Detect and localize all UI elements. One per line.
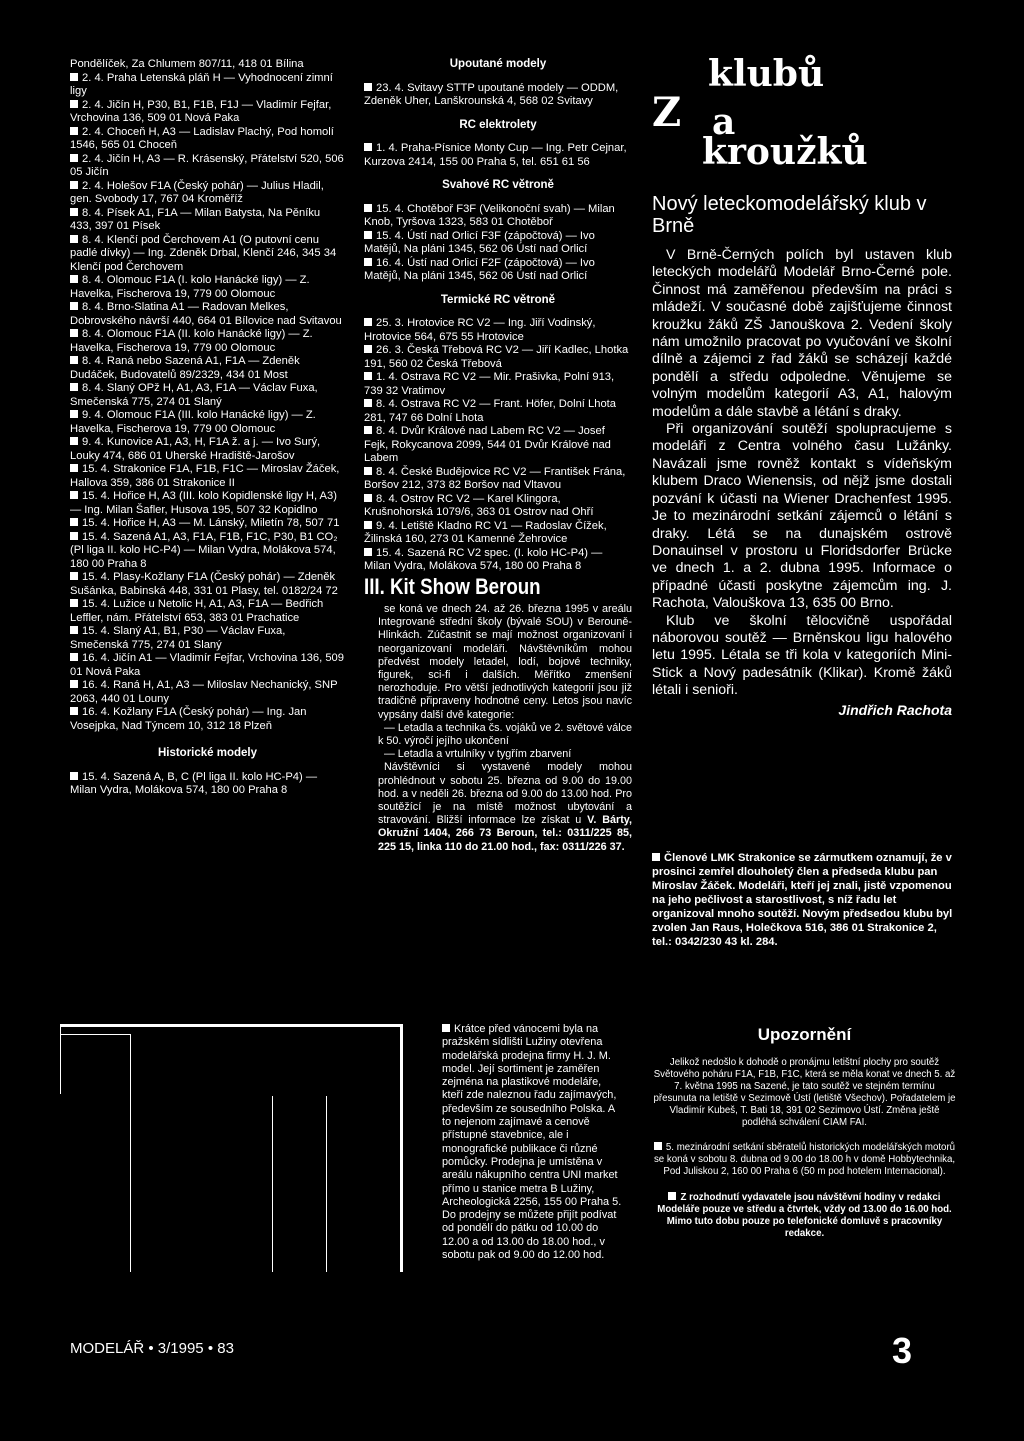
bullet-square-icon [70,518,78,526]
event-entry [364,425,632,466]
kit-show-contact: V. Bárty, Okružní 1404, 266 73 Beroun, tel.: 0311/225 85, 225 15, linka 110 do 21.00 hod., fax: 0311/226 37. [378,814,633,853]
bullet-square-icon [70,532,78,540]
bullet-square-icon [70,653,78,661]
bullet-square-icon [70,208,78,216]
bullet-square-icon [70,772,78,780]
event-entry-text: 16. 4. Kožlany F1A (Český pohár) — Ing. Jan Vosejpka, Nad Týncem 10, 312 18 Plzeň [70,706,307,732]
event-entry-text: 15. 4. Sazená A1, A3, F1A, F1B, F1C, P30, B1 CO₂ (Pl liga II. kolo HC-P4) — Milan Vydra, Molákova 574, 180 00 Praha 8 [70,530,338,570]
bullet-square-icon [70,410,78,418]
event-entry [70,207,345,234]
event-entry [70,625,345,652]
bullet-square-icon [364,204,372,212]
event-entry-text: 8. 4. Raná nebo Sazená A1, F1A — Zdeněk Dudáček, Budovatelů 89/2329, 434 01 Most [70,355,300,381]
event-entry-text: 9. 4. Kunovice A1, A3, H, F1A ž. a j. — Ivo Surý, Louky 474, 686 01 Uherské Hradiště-Jarošov [70,436,321,462]
event-entry-text: 9. 4. Olomouc F1A (III. kolo Hanácké ligy) — Z. Havelka, Fischerova 19, 779 00 Olomouc [70,409,316,435]
event-entry [70,531,345,572]
event-entry [70,180,345,207]
kit-show-paragraph [378,761,632,853]
frame-line [326,1096,327,1272]
bullet-square-icon [70,491,78,499]
event-entry-text: 15. 4. Hořice H, A3 (III. kolo Kopidlenské ligy H, A3) — Ing. Milan Šafler, Husova 195, 507 32 Kopidlno [70,490,337,516]
heading-word-krouzku: kroužků [702,131,868,173]
bullet-square-icon [364,494,372,502]
event-entry-text: 16. 4. Ústí nad Orlicí F2F (zápočtová) — Ivo Matějů, Na pláni 1345, 562 06 Ústí nad Orlicí [364,256,595,282]
heading-word-a: a [712,101,736,143]
bullet-square-icon [70,302,78,310]
event-entry-text: 1. 4. Praha-Písnice Monty Cup — Ing. Petr Cejnar, Kurzova 2414, 155 00 Praha 5, tel. 651 61 56 [364,142,627,168]
bullet-square-icon [70,599,78,607]
club-paragraph: Klub ve školní tělocvičně uspořádal náborovou soutěž — Brněnskou ligu halového letu 1995. Létala se tři kola v kategoriích Mini-Stick a Nový padesátník (Klikar). Kromě žáků létali i senioři. [652,612,952,699]
bullet-square-icon [70,235,78,243]
event-entry [364,547,632,574]
event-entry-text: 15. 4. Chotěboř F3F (Velikonoční svah) — Milan Knob, Tyršova 1323, 583 01 Chotěboř [364,202,615,228]
event-entry-text: 15. 4. Sazená RC V2 spec. (I. kolo HC-P4) — Milan Vydra, Molákova 574, 180 00 Praha 8 [364,546,603,572]
event-entry-text: 2. 4. Choceň H, A3 — Ladislav Plachý, Pod homolí 1546, 565 01 Choceň [70,125,334,151]
event-entry-text: 15. 4. Sazená A, B, C (Pl liga II. kolo HC-P4) — Milan Vydra, Molákova 574, 180 00 Praha 8 [70,770,318,796]
notice-paragraph [652,1192,957,1240]
event-entry [70,679,345,706]
bullet-square-icon [364,399,372,407]
event-entry [364,142,632,169]
bullet-square-icon [70,383,78,391]
event-entry-text: 2. 4. Jičín H, P30, B1, F1B, F1J — Vladimír Fejfar, Vrchovina 136, 509 01 Nová Paka [70,98,332,124]
heading-word-klubu: klubů [708,53,825,95]
notice-paragraph [652,1142,957,1178]
bullet-square-icon [70,437,78,445]
event-entry-text: 15. 4. Strakonice F1A, F1B, F1C — Miroslav Žáček, Hallova 359, 386 01 Strakonice II [70,463,340,489]
shop-notice-text: Krátce před vánocemi byla na pražském sídlišti Lužiny otevřena modelářská prodejna firmy H. J. M. model. Její sortiment je zaměřen zejména na plastikové modeláře, kteří zde naleznou řadu zajímavých, především ze sousedního Polska. A to nejenom zajímavé a cenově přístupné stavebnice, ale i monografické publikace či různé pomůcky. Prodejna je umístěna v areálu nákupního centra UNI market přímo u stanice metra B Lužiny, Archeologická 2256, 155 00 Praha 5. Do prodejny se můžete přijít podívat od pondělí do pátku od 10.00 do 12.00 a od 13.00 do 18.00 hod., v sobotu pak od 9.00 do 12.00 hod. [442,1023,622,1262]
event-entry [364,317,632,344]
bullet-square-icon [654,1142,662,1150]
section-heading [652,53,952,193]
frame-line [272,1096,273,1272]
event-entry-text: 2. 4. Praha Letenská pláň H — Vyhodnocení zimní ligy [70,71,333,97]
event-entry-text: 15. 4. Slaný A1, B1, P30 — Václav Fuxa, Smečenská 775, 274 01 Slaný [70,625,286,651]
bullet-square-icon [70,181,78,189]
bullet-square-icon [364,426,372,434]
bullet-square-icon [668,1192,676,1200]
event-list-tethered [364,82,632,109]
event-entry-text: 8. 4. Dvůr Králové nad Labem RC V2 — Josef Fejk, Rokycanova 2099, 544 01 Dvůr Králové nad Labem [364,425,611,464]
article-signature: Jindřich Rachota [838,701,952,718]
event-entry-text: 26. 3. Česká Třebová RC V2 — Jiří Kadlec, Lhotka 191, 560 02 Česká Třebová [364,344,629,370]
event-entry-text: 8. 4. České Budějovice RC V2 — František Frána, Boršov 212, 373 82 Boršov nad Vltavou [364,465,626,491]
bullet-square-icon [70,680,78,688]
event-entry [70,274,345,301]
club-paragraph: Při organizování soutěží spolupracujeme s modeláři z Centra volného času Lužánky. Navázali jsme rovněž kontakt s vídeňským klubem Draco Wienensis, od nějž jsme dostali pozvání k účasti na Wiener Drachenfest 1995. Je to mezinárodní setkání zájemců o létání s draky. Létá se na dunajském ostrově Donauinsel v prostoru u Floridsdorfer Brücke ve dnech 1. a 2. dubna 1995. Informace o případné účasti poskytne zájemcům ing. J. Rachota, Valouškova 13, 635 00 Brno. [652,421,952,612]
event-entry-text: 15. 4. Ústí nad Orlicí F3F (zápočtová) — Ivo Matějů, Na pláni 1345, 562 06 Ústí nad Orlicí [364,229,595,255]
bullet-square-icon [70,154,78,162]
event-entry-text: Pondělíček, Za Chlumem 807/11, 418 01 Bílina [70,58,304,70]
frame-line [60,1024,400,1027]
section-title-thermal-gliders: Termické RC větroně [440,293,556,306]
event-entry [364,466,632,493]
kit-show-paragraph: se koná ve dnech 24. až 26. března 1995 v areálu Integrované střední školy (bývalé SOU) v Berouně-Hlinkách. Zúčastnit se mají možnost organizovaní i neorganizovaní modeláři. Návštěvníkům mohou předvést modely letadel, lodí, bojové techniky, figurek, sci-fi i dalších. Měřítko zmenšení nerozhoduje. Pro větší jednotlivých kategorií jsou již tradičně připraveny hodnotné ceny. Letos jsou navíc vypsány další dvě kategorie: [378,603,632,721]
section-title-tethered: Upoutané modely [449,58,547,70]
event-entry [364,398,632,425]
page-footer: MODELÁŘ • 3/1995 • 83 [70,1340,234,1357]
event-entry [70,99,345,126]
bullet-square-icon [364,83,372,91]
bullet-square-icon [70,100,78,108]
event-entry [70,355,345,382]
bullet-square-icon [70,572,78,580]
event-list-slope-gliders [364,203,632,284]
bullet-square-icon [70,356,78,364]
notice-text: Z rozhodnutí vydavatele jsou návštěvní hodiny v redakci Modeláře pouze ve středu a čtvrtek, vždy od 13.00 do 16.00 hod. Mimo tuto dobu pouze po telefonické domluvě s pracovníky redakce. [657,1192,952,1239]
bullet-square-icon [70,626,78,634]
event-list-historic [70,771,345,798]
section-title-slope-gliders: Svahové RC větroně [442,179,554,191]
event-entry-text: 9. 4. Letiště Kladno RC V1 — Radoslav Čížek, Žilinská 160, 273 01 Kamenné Žehrovice [364,519,607,545]
bullet-square-icon [70,707,78,715]
club-article-title: Nový leteckomodelářský klub v Brně [652,193,927,237]
event-entry-text: 15. 4. Plasy-Kožlany F1A (Český pohár) — Zdeněk Sušánka, Babinská 448, 331 01 Plasy, tel. 0182/24 72 [70,571,338,597]
bullet-square-icon [364,548,372,556]
frame-line [130,1034,131,1272]
event-entry [364,520,632,547]
decorative-frame [60,1022,405,1272]
event-entry [70,72,345,99]
shop-notice [442,1023,622,1262]
bullet-square-icon [70,329,78,337]
bullet-square-icon [364,521,372,529]
event-list-rc-electric [364,142,632,169]
event-entry [70,328,345,355]
event-entry [70,301,345,328]
bullet-square-icon [364,372,372,380]
bullet-square-icon [652,853,660,861]
event-list-thermal-gliders [364,317,632,574]
frame-line [400,1024,403,1272]
page-number: 3 [892,1330,913,1371]
event-entry-text: 8. 4. Klenčí pod Čerchovem A1 (O putovní cenu padlé dívky) — Ing. Zdeněk Drbal, Klenčí 246, 345 34 Klenčí pod Čerchovem [70,233,337,273]
event-entry [364,493,632,520]
event-entry [70,234,345,275]
event-entry-text: 15. 4. Lužice u Netolic H, A1, A3, F1A — Bedřich Leffler, nám. Přátelství 653, 383 01 Prachatice [70,598,324,624]
event-entry-text: 8. 4. Slaný OPž H, A1, A3, F1A — Václav Fuxa, Smečenská 775, 274 01 Slaný [70,382,318,408]
club-article [652,247,952,719]
section-title-rc-electric: RC elektrolety [459,118,537,131]
club-paragraph: V Brně-Černých polích byl ustaven klub leteckých modelářů Modelář Brno-Černé pole. Činnost má zaměřenou především na práci s mládeží. V současné době zajišťujeme činnost kroužku žáků ZŠ Janouškova 2. Vedení školy nám umožnilo pracovat po vyučování ve školní dílně a zájemci z řad žáků se scházejí každé pondělí a středu odpoledne. Věnujeme se volným modelům kategorií A3, A1, halovým modelům a dále stavbě a létání s draky. [652,247,952,420]
event-entry [364,344,632,371]
kit-show-title: III. Kit Show Beroun [364,573,541,599]
event-entry-text: 8. 4. Písek A1, F1A — Milan Batysta, Na Pěníku 433, 397 01 Písek [70,206,321,232]
event-entry-text: 8. 4. Ostrava RC V2 — Frant. Höfer, Dolní Lhota 281, 747 66 Dolní Lhota [364,398,617,424]
event-entry [70,58,345,72]
notice-text: 5. mezinárodní setkání sběratelů historických modelářských motorů se koná v sobotu 8. dubna od 9.00 do 18.00 h v domě Hobbytechnika, Pod Juliskou 2, 160 00 Praha 6 (50 m pod hotelem Internacional). [653,1142,956,1178]
event-entry-text: 8. 4. Olomouc F1A (II. kolo Hanácké ligy) — Z. Havelka, Fischerova 19, 779 00 Olomouc [70,328,313,354]
section-title-historic: Historické modely [157,747,258,759]
event-entry-text: 8. 4. Brno-Slatina A1 — Radovan Melkes, Dobrovského návrší 440, 664 01 Bílovice nad Svitavou [70,301,342,327]
bullet-square-icon [70,127,78,135]
event-entry [70,126,345,153]
event-entry [70,382,345,409]
bullet-square-icon [70,275,78,283]
event-entry [70,706,345,733]
event-entry [70,409,345,436]
event-entry [70,652,345,679]
event-entry-text: 2. 4. Holešov F1A (Český pohár) — Julius Hladil, gen. Svobody 17, 767 04 Kroměříž [70,179,324,205]
event-entry [70,771,345,798]
obituary-notice [652,851,957,949]
kit-show-paragraph: — Letadla a technika čs. vojáků ve 2. světové válce k 50. výročí jejího ukončení [378,721,632,748]
event-list-free-flight [70,58,345,733]
event-entry [70,436,345,463]
event-entry [70,571,345,598]
notice-paragraph: Jelikož nedošlo k dohodě o pronájmu letištní plochy pro soutěž Světového poháru F1A, F1B, F1C, která se měla konat ve dnech 5. až 7. května 1995 na Sazené, je tato soutěž ve stejném termínu přesunuta na letiště v Sezimově Ústí (letiště Všechov). Pořadatelem je Vladimír Kubeš, T. Bati 18, 391 02 Sezimovo Ústí. Změna ještě podléhá schválení CIAM FAI. [653,1057,956,1128]
notice-title: Upozornění [757,1025,852,1044]
event-entry [70,490,345,517]
bullet-square-icon [70,464,78,472]
obituary-text: Členové LMK Strakonice se zármutkem oznamují, že v prosinci zemřel dlouholetý člen a předseda klubu pan Miroslav Žáček. Modeláři, kteří jej znali, jistě vzpomenou na jeho pečlivost a starostlivost, s níž řadu let organizoval mnoho soutěží. Novým předsedou klubu byl zvolen Jan Raus, Holečkova 516, 386 01 Strakonice 2, tel.: 0342/230 43 kl. 284. [652,852,953,948]
bullet-square-icon [364,258,372,266]
bullet-square-icon [442,1024,450,1032]
event-entry [364,371,632,398]
bullet-square-icon [364,345,372,353]
column-right [652,53,952,719]
event-entry-text: 15. 4. Hořice H, A3 — M. Lánský, Miletín 78, 507 71 [82,517,340,529]
event-entry-text: 8. 4. Ostrov RC V2 — Karel Klingora, Krušnohorská 1079/6, 363 01 Ostrov nad Ohří [364,492,594,518]
frame-line [60,1034,130,1035]
event-entry-text: 16. 4. Raná H, A1, A3 — Miloslav Nechanický, SNP 2063, 440 01 Louny [70,679,338,705]
event-entry-text: 8. 4. Olomouc F1A (I. kolo Hanácké ligy) — Z. Havelka, Fischerova 19, 779 00 Olomouc [70,274,310,300]
event-entry [364,230,632,257]
event-entry-text: 1. 4. Ostrava RC V2 — Mir. Prašivka, Polní 913, 739 32 Vratimov [364,371,615,397]
column-middle [364,58,632,854]
column-left [70,58,345,798]
event-entry-text: 16. 4. Jičín A1 — Vladimír Fejfar, Vrchovina 136, 509 01 Nová Paka [70,652,345,678]
kit-show-article [364,603,632,854]
event-entry-text: 23. 4. Svitavy STTP upoutané modely — ODDM, Zdeněk Uher, Lanškrounská 4, 568 02 Svitavy [364,81,619,107]
kit-show-info: Návštěvníci si vystavené modely mohou prohlédnout v sobotu 25. března od 9.00 do 19.00 hod. a v neděli 26. března od 9.00 do 13.00 hod. Pro soutěžící je na místě možnost ubytování a stravování. Bližší informace lze získat u [378,761,632,827]
notice-section [652,1025,957,1240]
event-entry [70,463,345,490]
event-entry [70,517,345,531]
event-entry [364,82,632,109]
bullet-square-icon [364,318,372,326]
event-entry-text: 2. 4. Jičín H, A3 — R. Krásenský, Přátelství 520, 506 05 Jičín [70,152,344,178]
event-entry [70,153,345,180]
kit-show-paragraph: — Letadla a vrtulníky v tygřím zbarvení [384,748,572,761]
event-entry [364,257,632,284]
event-entry [364,203,632,230]
bullet-square-icon [364,231,372,239]
bullet-square-icon [364,143,372,151]
bullet-square-icon [70,73,78,81]
event-entry [70,598,345,625]
heading-word-z: Z [652,89,682,136]
bullet-square-icon [364,467,372,475]
event-entry-text: 25. 3. Hrotovice RC V2 — Ing. Jiří Vodinský, Hrotovice 564, 675 55 Hrotovice [364,317,596,343]
